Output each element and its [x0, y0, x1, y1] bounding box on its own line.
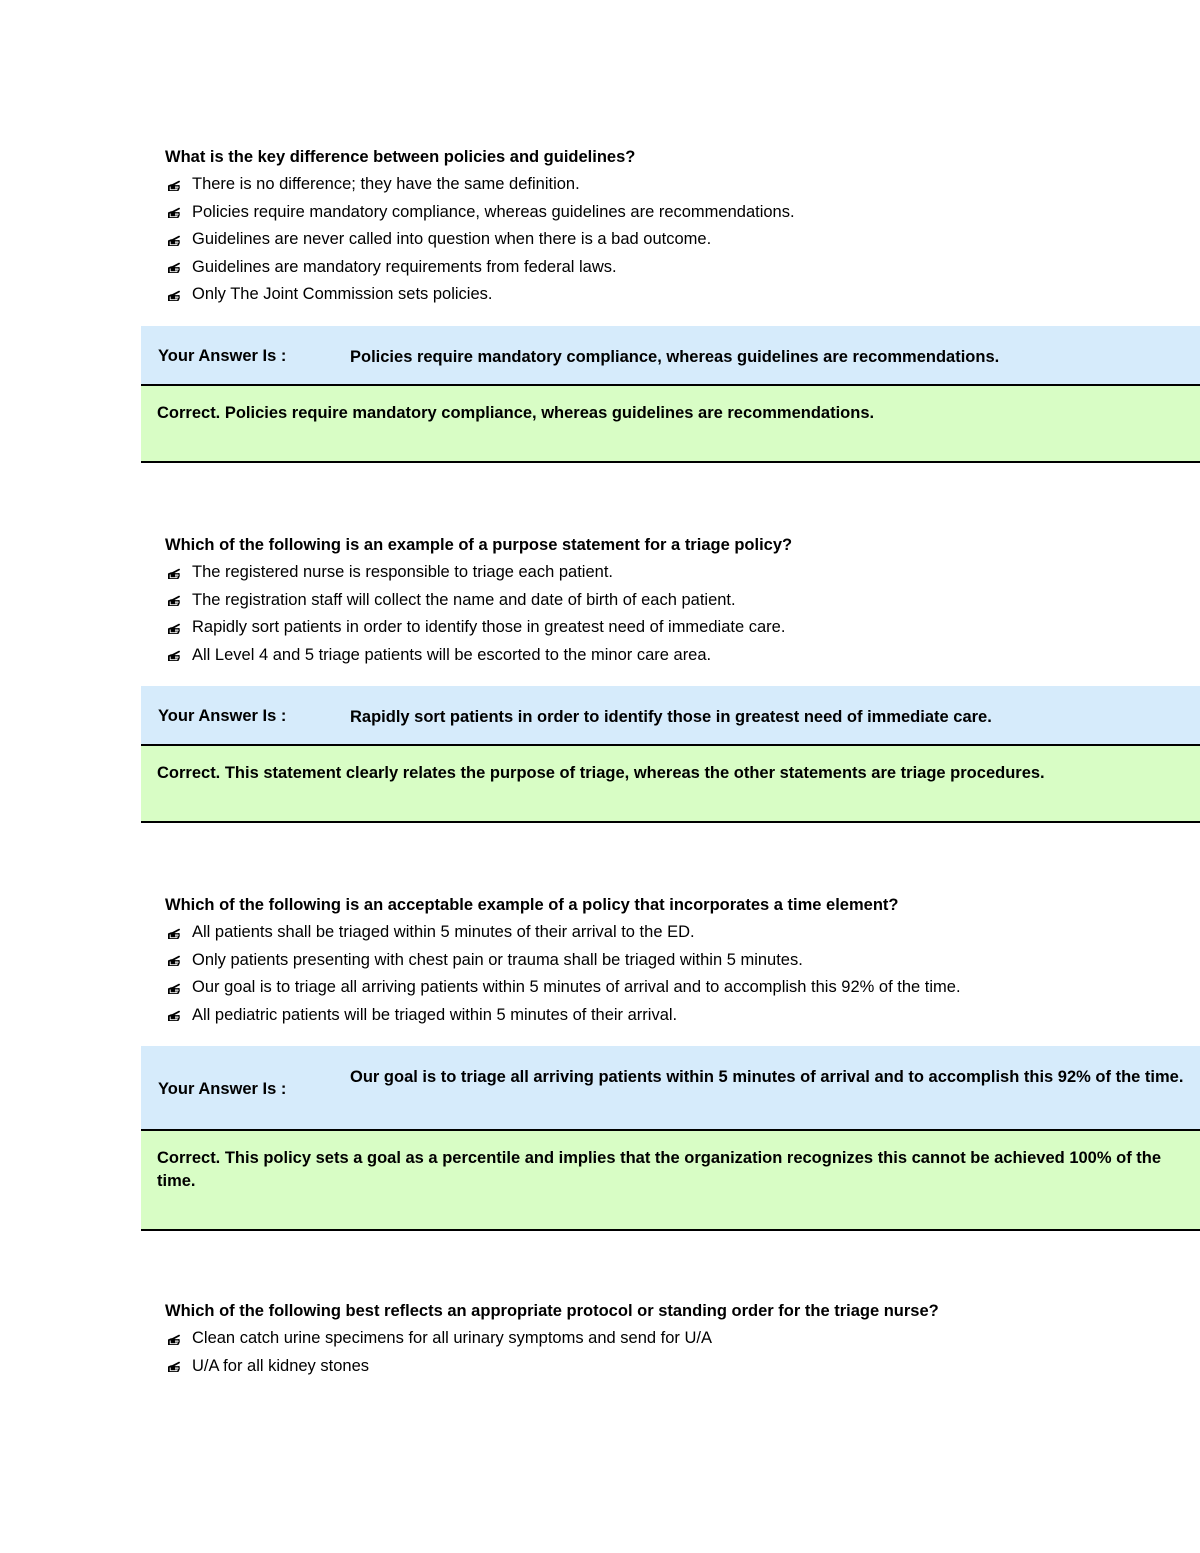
answer-option[interactable] — [165, 919, 1195, 947]
your-answer-label: Your Answer Is : — [158, 707, 287, 725]
option-label: Our goal is to triage all arriving patients within 5 minutes of arrival and to accomplish this 92% of the time. — [192, 978, 961, 997]
hand-pointing-icon — [167, 926, 181, 940]
hand-pointing-icon — [167, 981, 181, 995]
hand-pointing-icon — [167, 1359, 181, 1373]
question-text: Which of the following is an example of a purpose statement for a triage policy? — [165, 536, 793, 554]
option-label: Policies require mandatory compliance, whereas guidelines are recommendations. — [192, 202, 795, 221]
question-text: Which of the following best reflects an appropriate protocol or standing order for the triage nurse? — [165, 1302, 939, 1320]
question-text: Which of the following is an acceptable example of a policy that incorporates a time element? — [165, 896, 899, 914]
answer-option[interactable] — [165, 199, 1195, 227]
hand-pointing-icon — [167, 205, 181, 219]
option-label: All patients shall be triaged within 5 minutes of their arrival to the ED. — [192, 923, 695, 942]
your-answer-box — [141, 1046, 1200, 1131]
hand-pointing-icon — [167, 566, 181, 580]
hand-pointing-icon — [167, 1332, 181, 1346]
feedback-box — [141, 746, 1200, 823]
option-label: All Level 4 and 5 triage patients will be escorted to the minor care area. — [192, 645, 712, 664]
your-answer-box — [141, 686, 1200, 746]
answer-option[interactable] — [165, 1002, 1195, 1030]
answer-option[interactable] — [165, 254, 1195, 282]
hand-pointing-icon — [167, 953, 181, 967]
option-label: The registered nurse is responsible to triage each patient. — [192, 563, 613, 582]
feedback-text: Correct. This statement clearly relates the purpose of triage, whereas the other statements are triage procedures. — [157, 764, 1045, 782]
option-label: Guidelines are mandatory requirements from federal laws. — [192, 257, 617, 276]
hand-pointing-icon — [167, 621, 181, 635]
option-label: The registration staff will collect the name and date of birth of each patient. — [192, 590, 736, 609]
hand-pointing-icon — [167, 260, 181, 274]
your-answer-label: Your Answer Is : — [158, 1080, 287, 1098]
your-answer-value: Rapidly sort patients in order to identify those in greatest need of immediate care. — [350, 708, 992, 726]
answer-option[interactable] — [165, 171, 1195, 199]
option-label: Guidelines are never called into question when there is a bad outcome. — [192, 230, 712, 249]
option-label: U/A for all kidney stones — [192, 1356, 370, 1375]
answer-option[interactable] — [165, 559, 1195, 587]
answer-option[interactable] — [165, 226, 1195, 254]
option-label: Only The Joint Commission sets policies. — [192, 285, 493, 304]
feedback-box — [141, 1131, 1200, 1231]
answer-option[interactable] — [165, 947, 1195, 975]
hand-pointing-icon — [167, 593, 181, 607]
answer-option[interactable] — [165, 587, 1195, 615]
answer-option[interactable] — [165, 642, 1195, 670]
option-label: There is no difference; they have the same definition. — [192, 175, 580, 194]
hand-pointing-icon — [167, 1008, 181, 1022]
option-label: Rapidly sort patients in order to identify those in greatest need of immediate care. — [192, 618, 786, 637]
hand-pointing-icon — [167, 178, 181, 192]
answer-option[interactable] — [165, 974, 1195, 1002]
answer-option[interactable] — [165, 614, 1195, 642]
option-label: All pediatric patients will be triaged within 5 minutes of their arrival. — [192, 1005, 678, 1024]
hand-pointing-icon — [167, 288, 181, 302]
hand-pointing-icon — [167, 648, 181, 662]
answer-option[interactable] — [165, 1325, 1195, 1353]
question-block — [165, 1298, 1195, 1380]
your-answer-box — [141, 326, 1200, 386]
your-answer-value: Policies require mandatory compliance, whereas guidelines are recommendations. — [350, 348, 1000, 366]
your-answer-label: Your Answer Is : — [158, 347, 287, 365]
question-block — [165, 892, 1195, 1029]
answer-option[interactable] — [165, 281, 1195, 309]
feedback-text: Correct. This policy sets a goal as a percentile and implies that the organization recognizes this cannot be achieved 100% of the time. — [157, 1149, 1162, 1190]
feedback-box — [141, 386, 1200, 463]
option-label: Only patients presenting with chest pain or trauma shall be triaged within 5 minutes. — [192, 950, 803, 969]
question-text: What is the key difference between policies and guidelines? — [165, 148, 636, 166]
answer-option[interactable] — [165, 1353, 1195, 1381]
your-answer-value: Our goal is to triage all arriving patients within 5 minutes of arrival and to accomplish this 92% of the time. — [350, 1068, 1184, 1086]
question-block — [165, 532, 1195, 669]
feedback-text: Correct. Policies require mandatory compliance, whereas guidelines are recommendations. — [157, 404, 875, 422]
option-label: Clean catch urine specimens for all urinary symptoms and send for U/A — [192, 1329, 712, 1348]
hand-pointing-icon — [167, 233, 181, 247]
question-block — [165, 144, 1195, 309]
